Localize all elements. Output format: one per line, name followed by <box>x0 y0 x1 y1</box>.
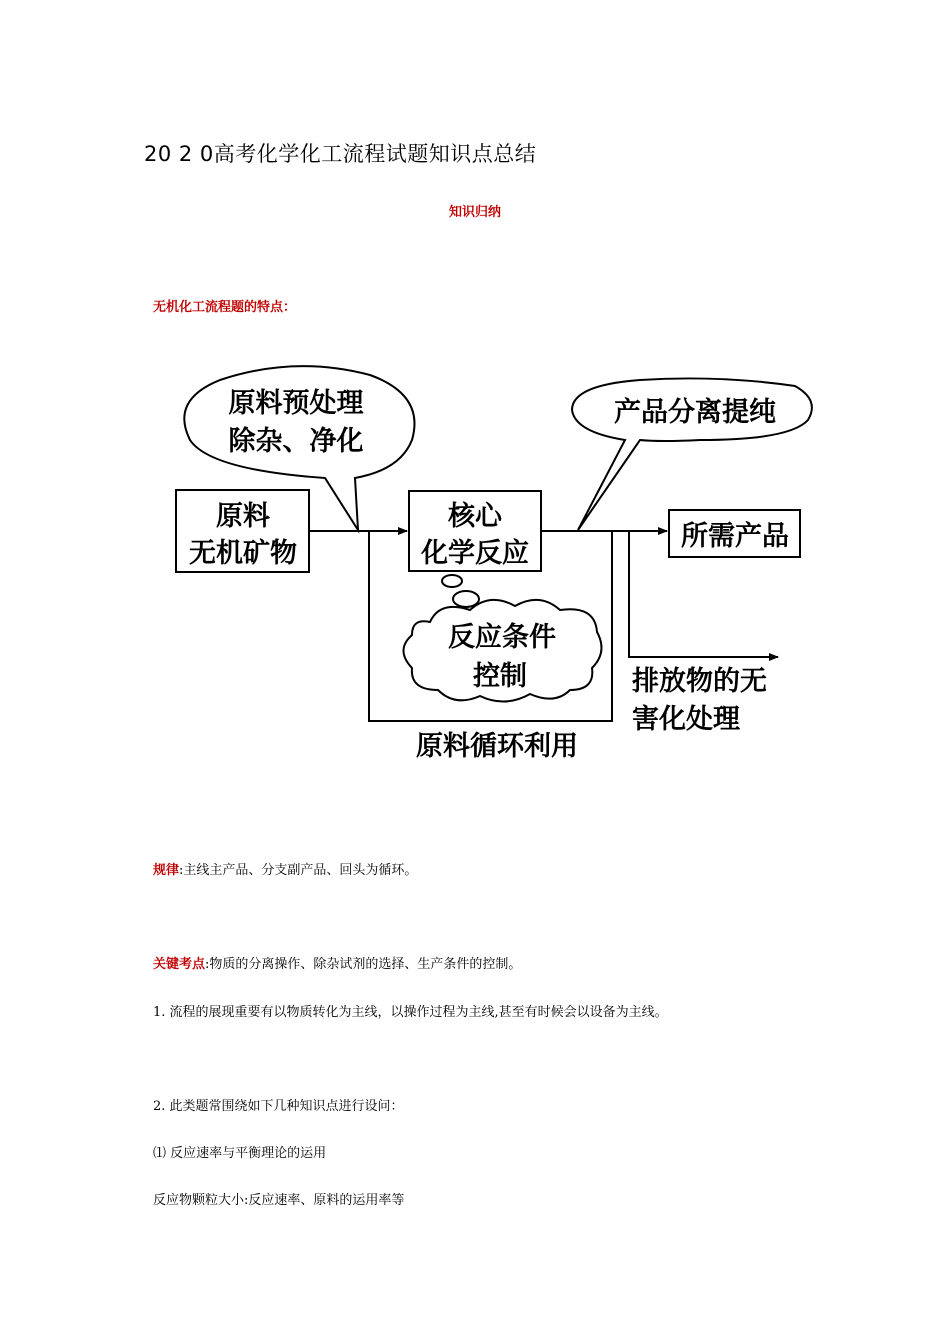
raw-text-2: 无机矿物 <box>189 538 297 569</box>
key-text: :物质的分离操作、除杂试剂的选择、生产条件的控制。 <box>205 957 522 972</box>
item-2: 2. 此类题常围绕如下几种知识点进行设问： <box>153 1099 404 1114</box>
page-title: 20 2 0高考化学化工流程试题知识点总结 <box>144 142 537 166</box>
pretreat-text-2: 除杂、净化 <box>228 426 364 457</box>
item-2-1: ⑴ 反应速率与平衡理论的运用 <box>153 1146 327 1161</box>
pretreat-text-1: 原料预处理 <box>228 388 364 419</box>
cloud-text-1: 反应条件 <box>448 622 556 653</box>
thought-dot-1 <box>442 575 462 587</box>
core-text-1: 核心 <box>448 501 502 532</box>
product-text: 所需产品 <box>681 521 789 552</box>
raw-text-1: 原料 <box>216 501 270 532</box>
core-text-2: 化学反应 <box>421 538 529 569</box>
rule-text: :主线主产品、分支副产品、回头为循环。 <box>179 863 418 878</box>
thought-dot-2 <box>453 591 479 607</box>
item-1: 1. 流程的展现重要有以物质转化为主线，以操作过程为主线,甚至有时候会以设备为主线。 <box>153 1005 668 1020</box>
discharge-text-1: 排放物的无 <box>632 666 767 697</box>
rule-paragraph <box>153 859 417 878</box>
recycle-text: 原料循环利用 <box>416 731 578 762</box>
key-label: 关键考点 <box>153 957 206 972</box>
cloud-text-2: 控制 <box>473 661 527 692</box>
key-paragraph <box>153 953 521 972</box>
item-2-1-detail: 反应物颗粒大小:反应速率、原料的运用率等 <box>153 1193 405 1208</box>
section-subtitle: 知识归纳 <box>448 205 501 220</box>
discharge-text-2: 害化处理 <box>632 704 740 735</box>
separate-text: 产品分离提纯 <box>614 397 776 428</box>
section-heading: 无机化工流程题的特点： <box>153 300 297 315</box>
rule-label: 规律 <box>153 863 180 878</box>
